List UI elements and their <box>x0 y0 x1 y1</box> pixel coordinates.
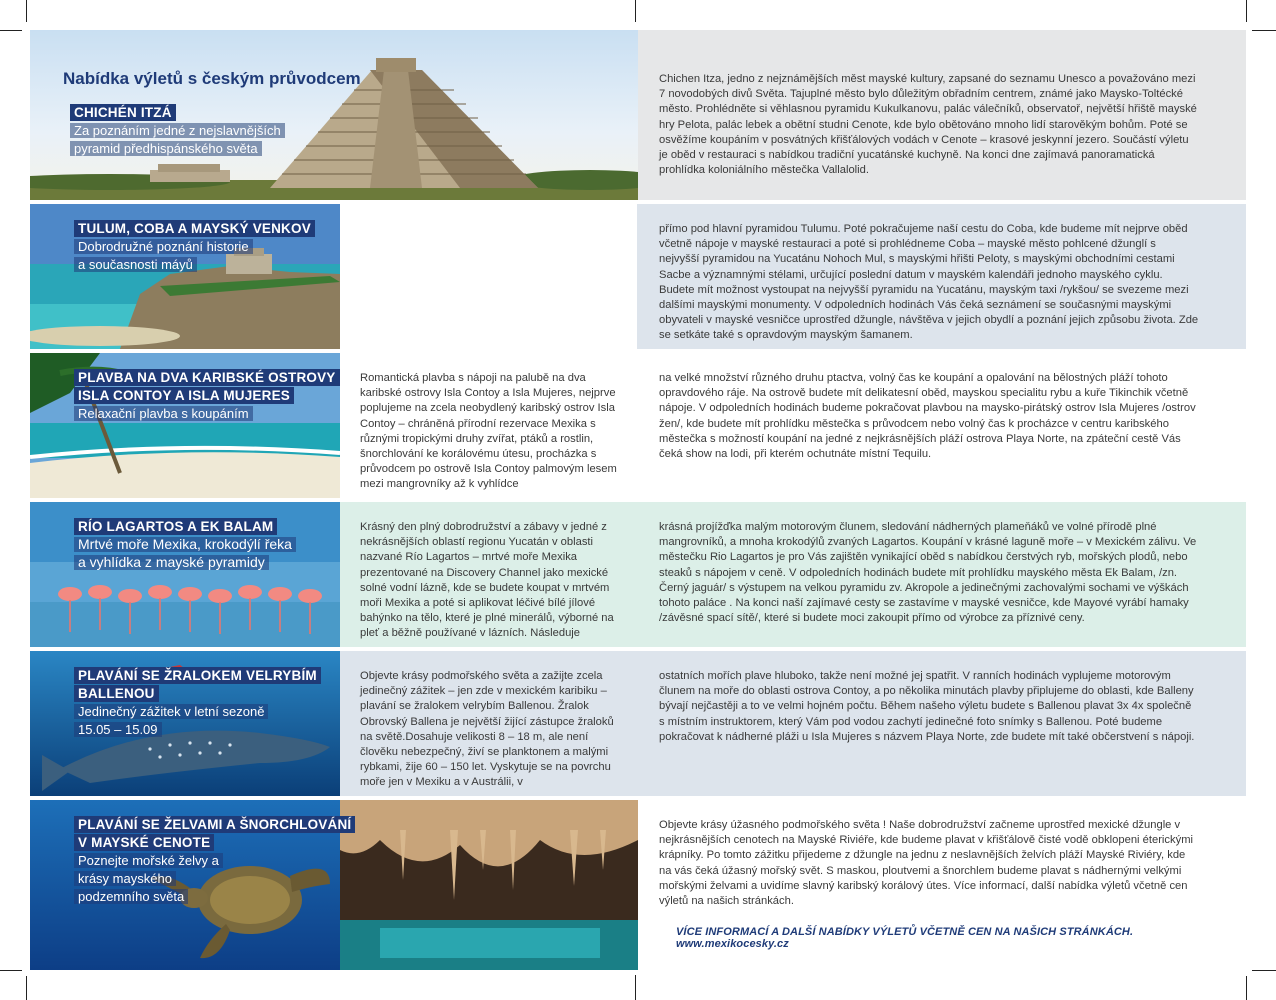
column-bg <box>340 204 637 349</box>
tour-subtitle: Relaxační plavba s koupáním <box>74 406 253 421</box>
tour-title: TULUM, COBA A MAYSKÝ VENKOV <box>74 220 315 237</box>
footer-link[interactable]: VÍCE INFORMACÍ A DALŠÍ NABÍDKY VÝLETŮ VČETNĚ CEN NA NAŠICH STRÁNKÁCH. www.mexikocesky.cz <box>676 926 1134 950</box>
tour-label <box>74 518 296 572</box>
tour-description-col1 <box>360 669 620 791</box>
tour-description <box>659 72 1199 178</box>
tour-description-col2 <box>659 371 1199 462</box>
tour-subtitle: Mrtvé moře Mexika, krokodýlí řeka <box>74 537 296 552</box>
tour-subtitle: a současnosti máyů <box>74 257 197 272</box>
tour-title: BALLENOU <box>74 685 159 702</box>
tour-subtitle: 15.05 – 15.09 <box>74 722 162 737</box>
description-text: Krásný den plný dobrodružství a zábavy v jedné z nekrásnějších oblastí regionu Yucatán v oblasti nazvané Río Lagartos – mrtvé moře Mexika prezentované na Discovery Channel jako mexické solné vodní lázně, kde se budete koupat v mrtvém moři Mexika a poté si aplikovat léčivé bílé jílové bahýnko na tělo, které je plné minerálů, výborné na pleť a běžně používané v lázních. Následuje <box>360 521 614 640</box>
tour-description-col2 <box>659 222 1199 344</box>
tour-chichen-itza <box>30 30 1246 200</box>
crop-mark <box>0 970 22 971</box>
tour-label <box>74 667 321 739</box>
crop-mark <box>26 976 27 1000</box>
description-text: ostatních mořích plave hluboko, takže není možné jej spatřit. V ranních hodinách vyplujeme motorovým člunem na moře do oblasti ostrova Contoy, a po několika minutách plavby připlujeme do oblasti, kde Balleny bývají nejčastěji a to ve velmi hojném počtu. Během našeho výletu budete s Ballenou plavat 3x 4x společně s místním instruktorem, který Vám pod vodou zachytí jedinečné foto snímky s Ballenou. Poté budeme pokračovat k nádherné pláži u Isla Mujeres s názvem Playa Norte, zde budete mít také občerstvení s nápoji. <box>659 670 1195 743</box>
description-text: Chichen Itza, jedno z nejznámějších měst mayské kultury, zapsané do seznamu Unesco a považováno mezi 7 novodobých divů Světa. Tajuplné město bylo důležitým obřadním centrem, známé jako Maysko-Toltécké město. Prohlédněte si věhlasnou pyramidu Kukulkanovu, palác válečníků, observatoř, největší hřiště mayské hry Pelota, palác lebek a obětní studni Cenote, kde bylo obětováno mnoho lidí starověkým bohům. Poté se osvěžíme koupáním v posvátných křišťálových vodách v Cenote – krasové jeskynní jezero. Součástí výletu je oběd v restauraci s nabídkou tradiční yucatánské kuchyně. Na konci dne zajímavá panoramatická prohlídka koloniálního městečka Vallalolid. <box>659 73 1197 177</box>
tour-description <box>659 818 1199 909</box>
tour-subtitle: Jedinečný zážitek v letní sezoně <box>74 704 268 719</box>
tour-subtitle: Dobrodružné poznání historie <box>74 239 253 254</box>
tour-description-col2 <box>659 520 1199 626</box>
tour-tulum <box>30 204 1246 349</box>
tour-subtitle: Za poznáním jedné z nejslavnějších <box>70 123 285 138</box>
tour-title: ISLA CONTOY A ISLA MUJERES <box>74 387 294 404</box>
tour-description-col1 <box>360 520 620 642</box>
description-text: Objevte krásy úžasného podmořského světa ! Naše dobrodružství začneme uprostřed mexické džungle v nejkrásnějších cenotech na Mayské Riviéře, kde budeme plavat v křišťálově čisté vodě obklopeni éterickými krápníky. Po tomto zážitku přijedeme z džungle na jednu z neslavnějších želvích pláží Mayské Riviéry, kde na vás čeká úžasný mořský svět. S maskou, ploutvemi a šnorchlem budeme plavat s nádhernými velkými mořskými želvami a uvidíme slavný karibský korálový útes. Více informací, další nabídka výletů včetně cen výletů na našich stránkách. <box>659 819 1193 908</box>
tour-whale-shark <box>30 651 1246 796</box>
tour-title: PLAVÁNÍ SE ŽELVAMI A ŠNORCHLOVÁNÍ <box>74 816 355 833</box>
crop-mark <box>635 0 636 22</box>
crop-mark <box>26 0 27 22</box>
tour-description-col1 <box>360 371 620 493</box>
description-text: Romantická plavba s nápoji na palubě na dva karibské ostrovy Isla Contoy a Isla Mujeres, nejprve poplujeme na zcela neobydlený karibský ostrov Isla Contoy – chráněná přírodní rezervace Mexika s různými tropickými druhy zvířat, ptáků a rostlin, šnorchlování ke korálovému útesu, procházka s průvodcem po ostrově Isla Contoy palmovým lesem mezi mangrovníky až k vyhlídce <box>360 372 617 491</box>
crop-mark <box>1252 30 1276 31</box>
tour-subtitle: pyramid předhispánského světa <box>70 141 262 156</box>
crop-mark <box>635 975 636 1000</box>
tour-title: V MAYSKÉ CENOTE <box>74 834 214 851</box>
tour-title: PLAVBA NA DVA KARIBSKÉ OSTROVY <box>74 369 340 386</box>
description-text: Objevte krásy podmořského světa a zažijte zcela jedinečný zážitek – jen zde v mexickém karibiku – plavání se žralokem velrybím Ballenou. Žralok Obrovský Ballena je největší žijící zástupce žraloků na světě.Dosahuje velikosti 8 – 18 m, ale není člověku nebezpečný, živí se planktonem a malými rybkami, žije 60 – 150 let. Vyskytuje se na povrchu moře jen v Mexiku a v Austrálii, v <box>360 670 614 789</box>
tour-subtitle: Poznejte mořské želvy a <box>74 853 223 868</box>
description-text: na velké množství různého druhu ptactva, volný čas ke koupání a opalování na bělostných pláží tohoto opravdového ráje. Na ostrově budete mít delikatesní oběd, mayskou specialitu rybu a kuře Tikinchik včetně nápoje. V odpoledních hodinách budeme pokračovat plavbou na maysko-pirátský ostrov Isla Mujeres /ostrov žen/, kde budete mít prohlídku městečka s průvodcem nebo volný čas k procházce v centru karibského městečka s možností koupání na jedné z nejkrásnějších pláží ostrova Playa Norte, na zpáteční cestě Vás čeká show na lodi, při kterém ochutnáte místní Tequilu. <box>659 372 1196 461</box>
crop-mark <box>1252 970 1276 971</box>
crop-mark <box>0 30 22 31</box>
page-title: Nabídka výletů s českým průvodcem <box>63 69 361 88</box>
tour-rio-lagartos <box>30 502 1246 647</box>
tour-turtles-cenote <box>30 800 1246 970</box>
tour-label <box>70 104 285 158</box>
description-text: přímo pod hlavní pyramidou Tulumu. Poté pokračujeme naší cestu do Coba, kde budeme mít nejprve oběd včetně nápoje v mayské restauraci a poté si prohlédneme Coba – mayské město pohlcené džunglí s nejvyšší pyramidou na Yucatánu Nohoch Mul, s mayskými hřišti Peloty, s mayskými obchodními cestami Sacbe a významnými stélami, určující poslední datum v mayském kalendáři jednoho mayského cyklu. Budete mít možnost vystoupat na nejvyšší pyramidu na Yucatánu, mayským taxi /rykšou/ se svezeme mezi dalšími mayskými monumenty. V odpoledních hodinách Vás čeká seznámení se současnými mayskými obyvateli v mayské vesničce uprostřed džungle, návštěva v jejich obydlí a poznání jejich způsobu života. Zde se setkáte také s opravdovým mayským šamanem. <box>659 223 1199 342</box>
tour-description-col2 <box>659 669 1199 745</box>
tour-label <box>74 816 355 906</box>
tour-label <box>74 369 340 423</box>
tour-title: RÍO LAGARTOS A EK BALAM <box>74 518 277 535</box>
crop-mark <box>1246 976 1247 1000</box>
tour-islands <box>30 353 1246 498</box>
tour-title: CHICHÉN ITZÁ <box>70 104 176 121</box>
photo-cenote-cave <box>340 800 638 970</box>
description-text: krásná projížďka malým motorovým člunem, sledování nádherných plameňáků ve volné přírodě plné mangrovníků, a mnoha krokodýlů zvaných Lagartos. Koupání v krásné laguně moře – v Mexickém zálivu. Ve městečku Rio Lagartos je pro Vás zajištěn vynikající oběd s nabídkou čerstvých ryb, mořských plodů, nebo steaků s nápojem v ceně. V odpoledních hodinách budete mít prohlídku mayského města Ek Balam, /zn. Černý jaguár/ s výstupem na velkou pyramidu zv. Akropole a jedinečnými zachovalými sochami ve výškách tohoto paláce . Na konci naší zajímavé cesty se zastavíme v mayské vesničce, kde Mayové vyrábí hamaky /závěsné spací sítě/, které si budete moci zakoupit přímo od výrobce za příznivé ceny. <box>659 521 1197 625</box>
tour-label <box>74 220 315 274</box>
tour-subtitle: a vyhlídka z mayské pyramidy <box>74 555 269 570</box>
tour-title: PLAVÁNÍ SE ŽRALOKEM VELRYBÍM <box>74 667 321 684</box>
tour-subtitle: podzemního světa <box>74 889 188 904</box>
crop-mark <box>1246 0 1247 22</box>
tour-subtitle: krásy mayského <box>74 871 176 886</box>
